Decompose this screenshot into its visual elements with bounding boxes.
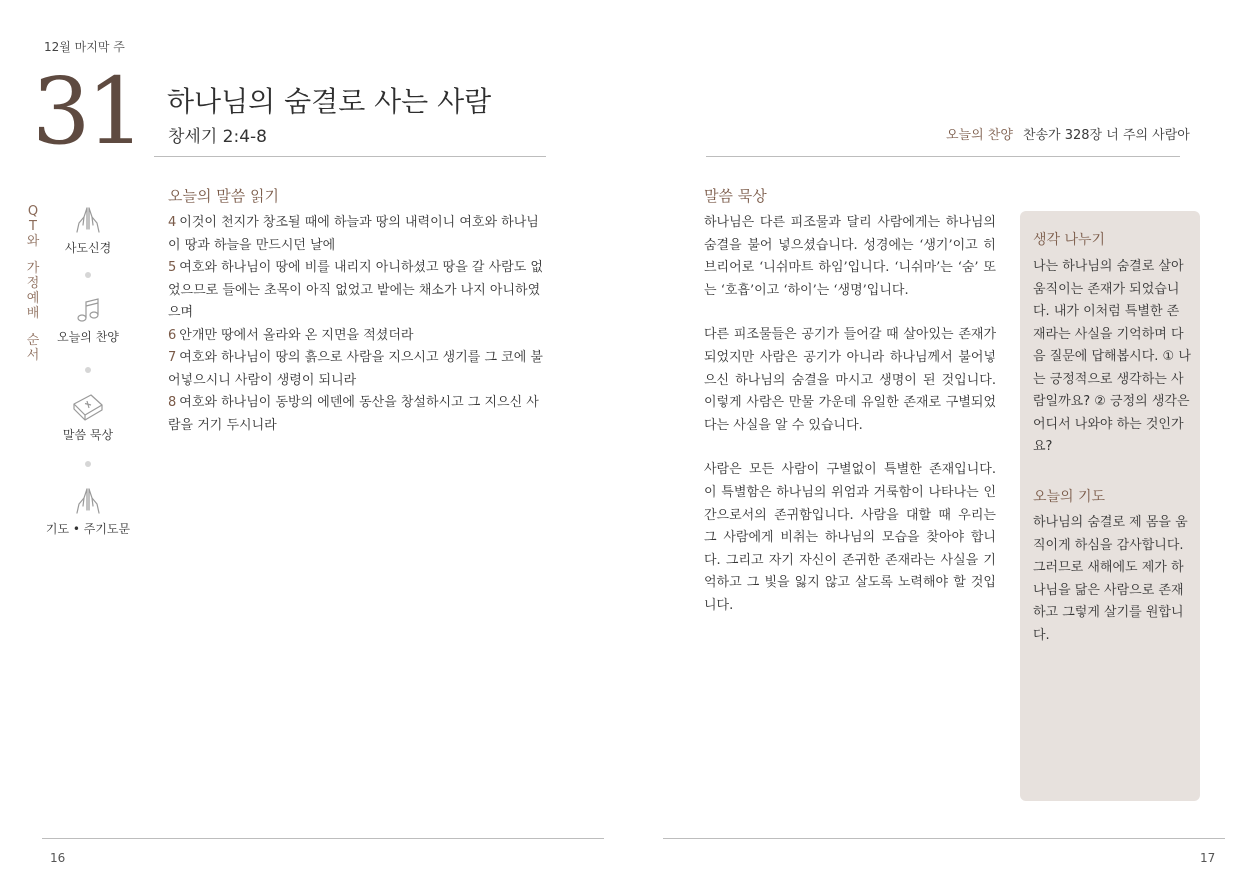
verse [168, 347, 548, 392]
sidebar-item-label: 기도 • 주기도문 [45, 522, 131, 536]
page-number-left: 16 [50, 851, 66, 865]
meditation-paragraph: 하나님은 다른 피조물과 달리 사람에게는 하나님의 숨결을 불어 넣으셨습니다. 성경에는 ‘생기’이고 히브리어로 ‘니쉬마트 하임’입니다. ‘니쉬마’는 ‘숨’ 또는 ‘호흡’이고 ‘하이’는 ‘생명’입니다. [704, 215, 996, 298]
verse [168, 325, 548, 348]
sidebar-divider-dot [85, 272, 91, 278]
verse-number: 4 [168, 215, 177, 230]
vertical-section-label: Q T 와 가 정 예 배 순 서 [26, 204, 40, 363]
verse-text: 여호와 하나님이 땅의 흙으로 사람을 지으시고 생기를 그 코에 불어넣으시니 사람이 생령이 되니라 [168, 350, 543, 388]
sidebar-item-label: 사도신경 [64, 241, 112, 255]
sidebar-item-label: 오늘의 찬양 [57, 330, 119, 344]
verse-number: 5 [168, 260, 177, 275]
sidebar-item-apostles-creed[interactable] [43, 205, 133, 256]
meditation-body [704, 212, 996, 640]
hymn-label: 오늘의 찬양 [946, 128, 1013, 143]
music-note-icon [73, 296, 103, 324]
verse-text: 여호와 하나님이 동방의 에덴에 동산을 창설하시고 그 지으신 사람을 거기 두시니라 [168, 395, 539, 433]
sidebar-divider-dot [85, 367, 91, 373]
hymn-value: 찬송가 328장 너 주의 사람아 [1022, 128, 1190, 143]
verse [168, 392, 548, 437]
header-divider-left [154, 156, 546, 157]
hymn-line [946, 124, 1190, 143]
scripture-reading [168, 212, 548, 437]
verse-text: 이것이 천지가 창조될 때에 하늘과 땅의 내력이니 여호와 하나님이 땅과 하늘을 만드시던 날에 [168, 215, 539, 253]
day-number: 31 [32, 58, 142, 165]
bible-icon [71, 392, 105, 422]
page-number-right: 17 [1200, 851, 1216, 865]
verse [168, 212, 548, 257]
verse-text: 여호와 하나님이 땅에 비를 내리지 아니하셨고 땅을 갈 사람도 없었으므로 들에는 초목이 아직 없었고 밭에는 채소가 나지 아니하였으며 [168, 260, 543, 320]
sidebar-divider-dot [85, 461, 91, 467]
meditation-paragraph: 사람은 모든 사람이 구별없이 특별한 존재입니다. 이 특별함은 하나님의 위엄과 거룩함이 나타나는 인간으로서의 존귀함입니다. 사람을 대할 때 우리는 그 사람에게 비취는 하나님의 모습을 찾아야 합니다. 그리고 자기 자신이 존귀한 존재라는 사실을 기억하고 그 빛을 잃지 않고 살도록 노력해야 할 것입니다. [704, 462, 996, 613]
footer-divider-left [42, 838, 604, 839]
verse-text: 안개만 땅에서 올라와 온 지면을 적셨더라 [179, 327, 414, 343]
praying-hands-icon [73, 486, 103, 516]
verse-number: 7 [168, 350, 177, 365]
sidebar-item-meditation[interactable] [43, 392, 133, 443]
sidebar-item-prayer[interactable] [43, 486, 133, 537]
scripture-reference: 창세기 2:4-8 [168, 127, 267, 147]
sidebar-item-label: 말씀 묵상 [62, 428, 114, 442]
meditation-paragraph: 다른 피조물들은 공기가 들어갈 때 살아있는 존재가 되었지만 사람은 공기가 아니라 하나님께서 불어넣으신 하나님의 숨결을 마시고 생명이 된 것입니다. 이렇게 사람은 만물 가운데 유일한 존재로 구별되었다는 사실을 알 수 있습니다. [704, 327, 996, 433]
prayer-text: 하나님의 숨결로 제 몸을 움직이게 하심을 감사합니다. 그러므로 새해에도 제가 하나님을 닮은 사람으로 존재하고 그렇게 살기를 원합니다. [1033, 515, 1188, 643]
sidebar-item-hymn[interactable] [43, 296, 133, 345]
meditation-heading: 말씀 묵상 [704, 187, 767, 205]
week-label: 12월 마지막 주 [44, 40, 125, 54]
verse [168, 257, 548, 325]
praying-hands-icon [73, 205, 103, 235]
page-title: 하나님의 숨결로 사는 사람 [167, 85, 492, 118]
verse-number: 8 [168, 395, 177, 410]
prayer-heading: 오늘의 기도 [1033, 489, 1106, 505]
sharing-text: 나는 하나님의 숨결로 살아 움직이는 존재가 되었습니다. 내가 이처럼 특별한 존재라는 사실을 기억하며 다음 질문에 답해봅시다. ① 나는 긍정적으로 생각하는 사람일까요? ② 긍정의 생각은 어디서 나와야 하는 것인가요? [1033, 259, 1191, 454]
sharing-heading: 생각 나누기 [1033, 232, 1106, 248]
verse-number: 6 [168, 327, 177, 343]
reading-heading: 오늘의 말씀 읽기 [168, 187, 279, 205]
header-divider-right [706, 156, 1180, 157]
footer-divider-right [663, 838, 1225, 839]
